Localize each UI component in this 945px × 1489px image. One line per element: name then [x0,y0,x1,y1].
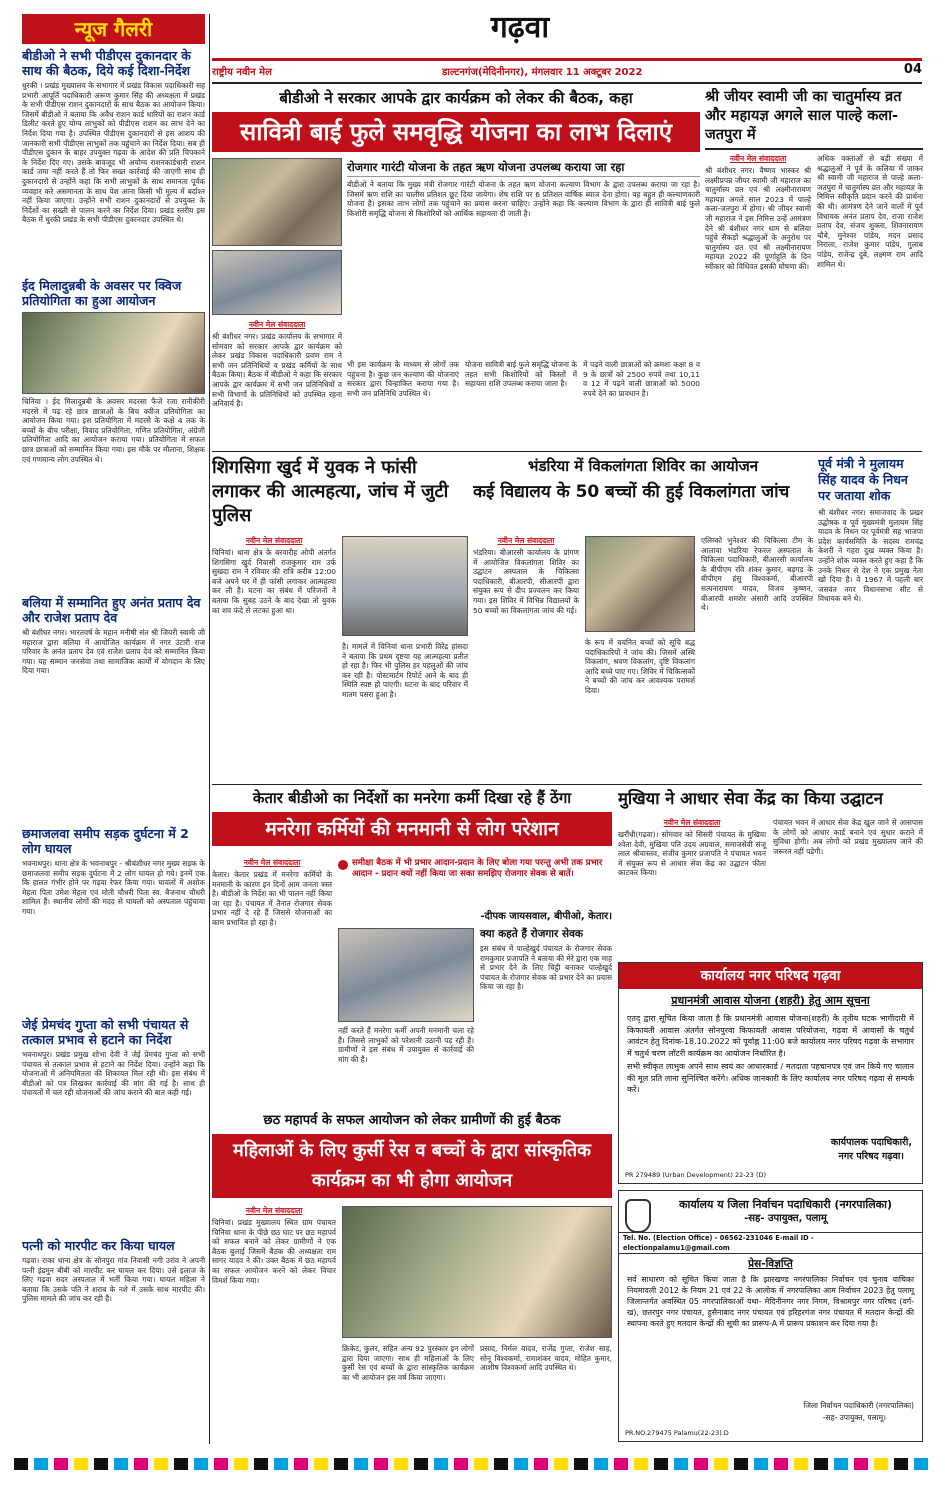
notice-1-body-2: सभी स्वीकृत लाभुक अपने साथ स्वयं का आधारकार्ड / मतदाता पहचानपत्र एवं जन किये गए चालान की मूल प्रति लाना सुनिश्चित करेंगे। अधिक जानकारी के लिए कार्यालय नगर परिषद गढ़वा से सम्पर्क करें। [627,1062,914,1094]
right-top-body-2: अधिक वक्ताओं से बड़ी संख्या में श्रद्धालुओं ने पूर्व के कलिया में जाकर श्री स्वामी जी महाराज से पाल्हे कला-जतपुरा में चातुर्मास्य व्रत और महायज्ञ के निमित्त स्वीकृति प्रदान करने की प्रार्थना की थी। आमंत्रण देने जाने वालों में पूर्व विधायक अनंत प्रताप देव, राजा राजेश प्रताप देव, संजय शुक्ला, शिवनारायण चौबे, मुनेश्वर पांडेय, मदन प्रसाद निराला, राजेश कुमार पांडेय, गुलाब पांडेय, राजेन्द्र दुबे, लक्ष्मण राम आदि शामिल थे। [817,154,923,269]
right-top-body-1: श्री बंशीधर नगर। वैष्णव भास्कर श्री लक्ष्मीप्रपन्न जीयर स्वामी जी महाराज का चातुर्मास्य व्रत एवं श्री लक्ष्मीनारायण महायज्ञ अगले साल 2023 में पाल्हे कला-जतपुरा में होगा। श्री जीयर स्वामी जी महाराज ने इस निमित्त उन्हें आमंत्रण देने श्री बंशीधर नगर धाम से बलिया पहुंचे सैकड़ों श्रद्धालुओं के अनुरोध पर चातुर्मास्य व्रत एवं श्री लक्ष्मीनारायण महायज्ञ 2022 की पूर्णाहुति के दिन स्वीकार को विधिवत इसकी घोषणा की। [705,166,811,271]
top-row-divider [212,451,922,452]
emblem-icon [625,1199,651,1233]
top-story-headline-box [212,112,700,152]
top-story-body-4: योजना सावित्री बाई फुले समृद्धि योजना के तहत सभी किशोरियों को किस्तों में सहायता राशि उपलब्ध कराया जाता है। [465,360,577,389]
obituary-story [818,456,923,781]
paper-name: राष्ट्रीय नवीन मेल [212,67,272,78]
notice-1-body: एतद् द्वारा सूचित किया जाता है कि प्रधानमंत्री आवास योजना(शहरी) के तृतीय घटक भागीदारी में किफायती आवास अंतर्गत सोनपुरवा किफायती आवास परियोजना, गढ़वा में आवासों के चतुर्थ आवंटन हेतु दिनांक-18.10.2022 को पूर्वाह्न 11:00 बजे कार्यालय नगर परिषद गढ़वा के सभागार में चतुर्थ चरण लॉटरी कार्यक्रम का आयोजन निर्धारित है। [627,1014,914,1058]
mgnrega-story [212,788,612,1108]
mgnrega-photo [338,928,474,1022]
chhath-byline: नवीन मेल संवाददाता [245,1206,303,1215]
mgnrega-body-2: नहीं करते हैं मनरेगा कर्मी अपनी मनमानी चला रहे हैं। जिससे लाभुकों को परेशानी उठानी पड़ रही है। ग्रामीणों ने इस संबंध में उपायुक्त से कार्रवाई की मांग की है। [338,1026,474,1064]
obituary-headline: पूर्व मंत्री ने मुलायम सिंह यादव के निधन पर जताया शोक [818,456,908,503]
page-number: 04 [903,62,922,77]
chhath-photo [342,1206,612,1338]
top-story-subhead: रोजगार गारंटी योजना के तहत ऋण योजना उपलब्ध कराया जा रहा [347,160,700,177]
left-story-1 [22,48,205,276]
left-story-3-body: श्री बंशीधर नगर। भारतवर्ष के महान मनीषी संत श्री जियरी स्वामी जी महाराज द्वारा बलिया में आयोजित कार्यक्रम में नगर उंटारी राज परिवार के अनंत प्रताप देव एवं राजेश प्रताप देव को सम्मानित किया गया। यह सम्मान जनसेवा तथा सामाजिक कार्यों में योगदान के लिए दिया गया। [22,628,205,676]
left-story-5 [22,1017,205,1227]
notice-1-subtitle: प्रधानमंत्री आवास योजना (शहरी) हेतु आम सूचना [671,994,870,1007]
left-story-3-headline: बलिया में सम्मानित हुए अनंत प्रताप देव और राजेश प्रताप देव [22,595,201,625]
right-top-story [705,88,923,448]
aadhaar-story [618,788,923,958]
left-story-2-headline: ईद मिलादुन्नबी के अवसर पर क्विज प्रतियोगिता का हुआ आयोजन [22,278,182,308]
right-top-byline: नवीन मेल संवाददाता [729,154,787,163]
obituary-body: श्री बंशीधर नगर। समाजवाद के प्रखर उद्घोषक व पूर्व मुख्यमंत्री मुलायम सिंह यादव के निधन पर पूर्वमंत्री सह भाजपा प्रदेश कार्यसमिति के सदस्य रामचंद्र केशरी ने गहरा दुख व्यक्त किया है। उन्होंने शोक व्यक्त करते हुए कहा है कि उनके निधन से देश ने एक प्रमुख नेता खो दिया है। वे 1967 में पहली बार जसवंत नगर विधानसभा सीट से विधायक बने थे। [818,508,923,604]
aadhaar-byline: नवीन मेल संवाददाता [663,818,721,827]
news-gallery-title: न्यूज गैलरी [74,17,153,41]
section-name: गढ़वा [490,10,550,45]
notice-1-sign-1: कार्यपालक पदाधिकारी, [830,1137,912,1148]
notice-2-body: सर्व साधारण को सूचित किया जाता है कि झारखण्ड नगरपालिका निर्वाचन एवं चुनाव याचिका नियमावली 2012 के नियम 21 एवं 22 के आलोक में नगरपालिका आम निर्वाचन 2023 हेतु पलामू जिलान्तर्गत अवस्थित 05 नगरपालिकाओं यथा- मेदिनीनगर नगर निगम, विश्रामपुर नगर परिषद (वर्ग-ख), छतरपुर नगर पंचायत, हुसैनाबाद नगर पंचायत एवं हरिहरगंज नगर पंचायत में मतदान केन्द्रों की स्थापना करते हुए मतदान केन्द्रों की सूची का प्रारूप-A में प्रारूप प्रकाशन कर दिया गया है। [627,1275,914,1328]
chhath-body-3: प्रसाद, निर्मल यादव, राजेंद्र गुप्ता, राजेश साह, सोनू विश्वकर्मा, रामाशंकर यादव, मोहित कुमार, आशीष विश्वकर्मा आदि उपस्थित थे। [480,1344,612,1373]
top-story-byline: नवीन मेल संवाददाता [248,320,306,329]
mgnrega-headline-box [212,812,612,846]
right-top-headline: श्री जीयर स्वामी जी का चातुर्मास्य व्रत और महायज्ञ अगले साल पाल्हे कला-जतपुरा में [705,88,923,150]
top-story-body-2: बीडीओ ने बताया कि मुख्य मंत्री रोजगार गारंटी योजना के तहत ऋण योजना कल्याण विभाग के द्वारा उपलब्ध कराया जा रहा है। जिसमें ऋण राशि का चालीस प्रतिशत छूट दिया जायेगा। शेष राशि पर 6 प्रतिशत वार्षिक ब्याज देना होगा। यह बहुत ही कल्याणकारी योजना है। इसका लाभ लोगों तक पहुंचाने का प्रयास करना चाहिए। उन्होंने कहा कि कल्याण विभाग के द्वारा ही सावित्री बाई फुले किशोरी समृद्धि योजना से किशोरियों को आर्थिक सहायता दी जाती है। [347,180,700,218]
masthead-bar [212,58,922,80]
disability-body-3: एलिम्को भुनेश्वर की चिकित्सा टीम के आलावा भंडरिया रेफरल अस्पताल के चिकित्सा पदाधिकारी, बीआरसी कार्यालय के बीपीएम रवि शंकर कुमार, बड़गड़ के बीपीएम हंसु विश्वकर्मा, बीआरपी सत्यनारायण यादव, विजय कृष्णन, बीआरपी शमशेर अंसारी आदि उपस्थित थे। [701,536,813,613]
suicide-headline: शिगसिगा खुर्द में युवक ने फांसी लगाकर की आत्महत्या, जांच में जुटी पुलिस [212,457,449,526]
notice-2-pr: PR.NO.279475 Palamu(22-23).D [625,1429,729,1437]
left-story-5-headline: जेई प्रेमचंद गुप्ता को सभी पंचायत से तत्काल प्रभाव से हटाने का निर्देश [22,1017,189,1047]
disability-body-1: भंडरिया। बीआरसी कार्यालय के प्रांगण में आयोजित विकलांगता शिविर का उद्घाटन अस्पताल के चिकित्सा पदाधिकारी, बीआरपी, सीआरपी द्वारा संयुक्त रूप से दीप प्रज्वलन कर किया गया। इस शिविर में विभिन्न विद्यालयों के 50 बच्चों का विकलांगता जांच की गई। [473,548,579,615]
disability-headline: कई विद्यालय के 50 बच्चों की हुई विकलांगता जांच [473,482,790,502]
left-story-4 [22,826,205,986]
left-story-4-headline: छमाजलवा समीप सड़क दुर्घटना में 2 लोग घायल [22,826,189,856]
left-story-1-headline: बीडीओ ने सभी पीडीएस दुकानदार के साथ की बैठक, दिये कई दिशा-निर्देश [22,48,191,78]
disability-story [473,456,813,781]
notice-1-sign-2: नगर परिषद गढ़वा। [838,1151,904,1162]
left-story-6 [22,1238,205,1438]
chhath-body-1: चिनियां। प्रखंड मुख्यालय स्थित ग्राम पंचायत चिनिया थाना के पीछे छठ घाट पर छठ महापर्व को सफल बनाने को लेकर ग्रामीणों ने एक बैठक बुलाई जिसमें बैठक की अध्यक्षता राम सागर यादव ने की। उक्त बैठक में छठ महापर्व का सफल आयोजन करने को लेकर विचार विमर्श किया गया। [212,1218,336,1285]
top-story-photo [212,158,342,246]
notice-1-pr: PR 279489 (Urban Development) 22-23 (D) [625,1171,767,1179]
aadhaar-body-1: खरौंधी(गढ़वा)। सोमवार को सिसरी पंचायत के मुखिया श्वेता देवी, मुखिया पति उदय अग्रवाल, समाजसेवी संजू लाल श्रीवास्तव, संजीव कुमार प्रजापति ने पंचायत भवन में संयुक्त रूप से आधार सेवा केंद्र का उद्घाटन फीता काटकर किया। [618,830,766,878]
left-story-1-body: धुरकी । प्रखंड मुख्यालय के सभागार में प्रखंड विकास पदाधिकारी सह प्रभारी आपूर्ति पदाधिकारी अरूण कुमार सिंह की अध्यक्षता में प्रखंड के सभी पीडीएस राशन दुकानदारों के साथ बैठक का आयोजन किया। जिसमें बीडीओ ने बताया कि अवैध राशन कार्ड धारियों का राशन कार्ड डिलीट करते हुए योग्य लाभुकों को पीडीएस राशन का लाभ देने का निर्देश दिया गया है। उपस्थित पीडीएस दुकानदारों से इस आशय की जानकारी सभी पीडीएस लाभुकों तक पहुंचाने का निर्देश दिया। सब ही पीडीएस दुकान के बाहर उपयुक्त गढ़वा के आदेश की प्रति चिपकाने के निर्देश दिए गए। उसके बावजूद भी अयोग्य राशनकार्डधारी राशन कार्ड जमा नहीं करते हैं तो फिर सख्त कार्रवाई की जाएगी साथ ही दुकानदारों से उन्होंने कहा कि सभी लाभुकों के साथ समानता पूर्वक व्यवहार करे असमानता के साथ पेश आना किसी भी मूल्य में बर्दाश्त नहीं किया जाएगा। उन्होंने सभी राशन दुकानदारों से उपयुक्त के निर्देशों का सख्ती से पालन करने का निर्देश दिया। प्रखंड स्तरीय इस बैठक में धुरकी प्रखंड के सभी पीडीएस दुकानदार उपस्थित थे। [22,81,205,225]
top-story-photo-2 [212,250,342,315]
mgnrega-kicker: केतार बीडीओ का निर्देशों का मनरेगा कर्मी दिखा रहे हैं ठेंगा [252,789,572,807]
chhath-story [212,1112,612,1442]
chhath-headline: महिलाओं के लिए कुर्सी रेस व बच्चों के द्वारा सांस्कृतिक कार्यक्रम का भी होगा आयोजन [233,1140,591,1191]
top-story-kicker: बीडीओ ने सरकार आपके द्वार कार्यक्रम को लेकर की बैठक, कहा [279,89,633,107]
suicide-body-1: चिनियां। थाना क्षेत्र के बरवारीह ओपी अंतर्गत शिगसिगा खुर्द निवासी राजकुमार राम उर्फ सुखदा राम ने रविवार की रात्रि करीब 12:00 बजे अपने घर में ही फांसी लगाकर आत्महत्या कर ली है। घटना का संबंध में परिजनों ने बताया कि सुबह उठने के बाद देखा तो युवक का शव फंदे से लटका हुआ था। [212,548,336,615]
suicide-story [212,456,468,781]
top-story-body-1: श्री बंशीधर नगर। प्रखंड कार्यालय के सभागार में सोमवार को सरकार आपके द्वार कार्यक्रम को लेकर प्रखंड विकास पदाधिकारी प्रवण राम ने सभी जन प्रतिनिधियों व प्रखंड कर्मियों के साथ बैठक किया। बैठक में बीडीओ ने कहा कि सरकार आपके द्वार कार्यक्रम में सभी जन प्रतिनिधियों व सभी विभागों के प्रतिनिधियों को उपस्थित रहना अनिवार्य है। [212,332,342,409]
mid-row-divider [212,784,922,785]
left-story-4-body: भवनाथपुर। थाना क्षेत्र के भवनाथपुर - श्रीबंशीधर नगर मुख्य सड़क के छमाजलवा समीप सड़क दुर्घटना में 2 लोग घायल हो गये। इनमें एक कि हालत गंभीर होने पर गढ़वा रेफर किया गया। घायलों में अशोक मेहता पिता उमेश मेहता एवं मोती चौधरी पिता स्व. बैजनाथ चौधरी शामिल हैं। स्थानीय लोगों की मदद से घायलों को अस्पताल पहुंचाया गया। [22,859,205,916]
dateline: डाल्टनगंज(मेदिनीनगर), मंगलवार 11 अक्टूबर 2022 [442,67,643,78]
top-story-headline: सावित्री बाई फुले समवृद्धि योजना का लाभ दिलाएं [240,118,672,146]
notice-election [618,1190,923,1442]
top-story-body-3: भी इस कार्यक्रम के माध्यम से लोगों तक पहुंचना है। कुछ जन कल्याण की योजनाएं सरकार द्वारा चिन्हाकित कराया गया है। सभी जन प्रतिनिधि उपस्थित थे। [347,360,459,398]
section-title [215,6,825,50]
disability-photo [585,536,695,632]
disability-byline: नवीन मेल संवाददाता [497,536,555,545]
notice-nagar-parishad [618,962,923,1184]
mgnrega-side-body: इस संबंध में पाल्हेखुर्द पंचायत के रोजगार सेवक रामकुमार प्रजापति ने बताया की मेरे द्वारा एक माह से प्रभार देने के लिए चिट्ठी बनाकर पाल्हेखुर्द पंचायत के रोजगार सेवक को प्रभार देने का प्रयास किया जा रहा है। [480,944,612,992]
suicide-body-2: है। मामले में चिनियां थाना प्रभारी विरेंद्र हांसदा ने बताया कि प्रथम दृष्टया यह आत्महत्या प्रतीत हो रहा है। फिर भी पुलिस हर पहलुओं की जांच कर रही है। पोस्टमार्टम रिपोर्ट आने के बाद ही स्थिति स्पष्ट हो पाएगी। घटना के बाद परिवार में मातम पसरा हुआ है। [342,642,468,699]
color-registration-bar [14,1458,931,1470]
left-story-2 [22,278,205,540]
aadhaar-body-2: पंचायत भवन में आधार सेवा केंद्र खुल जाने से आसपास के लोगों को आधार कार्ड बनाने एवं सुधार कराने में सुविधा होगी। अब लोगों को प्रखंड मुख्यालय जाने की जरूरत नहीं पड़ेगी। [773,818,923,856]
mgnrega-quote-box [338,858,612,924]
mgnrega-side-head: क्या कहते हैं रोजगार सेवक [480,928,583,940]
mgnrega-headline: मनरेगा कर्मियों की मनमानी से लोग परेशान [265,818,559,840]
mgnrega-body-1: केतार। केतार प्रखंड में मनरेगा कर्मियों के मनमानी के कारण इन दिनों आम जनता त्रस्त है। बीडीओ के निर्देश का भी पालन नहीं किया जा रहा है। पंचायत में तैनात रोजगार सेवक प्रभार नहीं दे रहे हैं जिससे योजनाओं का काम प्रभावित हो रहा है। [212,870,332,927]
notice-2-sign-1: जिला निर्वाचन पदाधिकारी (नगरपालिका) [803,1401,914,1410]
top-story [212,88,700,448]
quote-marker-icon [338,860,348,870]
suicide-byline: नवीन मेल संवाददाता [245,536,303,545]
top-story-body-5: में पढ़ने वाली छात्राओं को क्रमशः कक्षा 8 व 9 के छात्रों को 2500 रुपये तथा 10,11 व 12 में पढ़ने वाली छात्राओं को 5000 रुपये देने का प्रावधान है। [583,360,700,398]
suicide-photo [342,536,468,636]
news-gallery-banner [22,14,205,44]
masthead-divider [212,82,922,84]
left-column-divider [209,14,210,1444]
mgnrega-byline: नवीन मेल संवाददाता [243,858,301,867]
chhath-body-2: क्रिकेट, कुलर, सहित अन्य 92 पुरस्कार इन लोगों द्वारा दिया जाएगा। साथ ही महिलाओं के लिए कुर्सी रेस एवं बच्चों के द्वारा सांस्कृतिक कार्यक्रम का भी आयोजन इस वर्ष किया जाएगा। [342,1344,474,1382]
left-story-3 [22,595,205,803]
mgnrega-quote-by: -दीपक जायसवाल, बीपीओ, केतार। [480,911,612,922]
mgnrega-quote: समीक्षा बैठक में भी प्रभार आदान-प्रदान के लिए बोला गया परन्तु अभी तक प्रभार आदान - प्रदान क्यों नहीं किया जा सका समझिए रोजगार सेवक से बातें। [352,858,603,879]
notice-2-subtitle: -सह- उपायुक्त, पलामू [744,1213,827,1224]
chhath-headline-box [212,1134,612,1198]
left-story-5-body: भवनाथपुर। प्रखंड प्रमुख शोभा देवी ने जेई प्रेमचंद गुप्ता को सभी पंचायत से तत्काल प्रभाव से हटाने का निर्देश दिया। उन्होंने कहा कि योजनाओं में अनियमितता की शिकायत मिल रही थी। इस संबंध में बीडीओ को पत्र लिखकर कार्रवाई की मांग की गई है। साथ ही पंचायतों में चल रही योजनाओं की जांच कराने की बात कही गई। [22,1050,205,1098]
notice-2-sign-2: -सह- उपायुक्त, पलामू। [822,1413,886,1422]
left-story-2-body: चिनिया । ईद मिलादुन्नबी के अवसर मदरसा फैजे रजा रानीकीरी मदरसे में पढ़ रहे छात्र छात्राओं के बिच क्वीज प्रतियोगिता का आयोजन किया गया। इस प्रतियोगिता में मदरसे के कक्षे 4 तक के बच्चों के बीच परीक्षा, विवाद प्रतियोगिता, गणित प्रतियोगिता, अंग्रेजी प्रतियोगिता आदि का आयोजन कराया गया। प्रतियोगिता में सफल छात्र छात्राओं को सम्मानित किया गया। इस मौके पर मौलाना, शिक्षक एवं गणमान्य लोग उपस्थित थे। [22,397,205,464]
notice-1-title: कार्यालय नगर परिषद गढ़वा [700,968,841,984]
aadhaar-headline: मुखिया ने आधार सेवा केंद्र का किया उद्घाटन [618,789,883,808]
quiz-photo [22,312,205,394]
chhath-kicker: छठ महापर्व के सफल आयोजन को लेकर ग्रामीणों की हुई बैठक [263,1113,561,1128]
notice-2-title: कार्यालय य जिला निर्वाचन पदाधिकारी (नगरपालिका) [679,1198,892,1211]
notice-1-title-bar [619,963,922,989]
disability-body-2: के रूप में चयनित बच्चों को सूचि बद्ध पदाधिकारियों ने जांच की। जिसमें अस्थि विकलांग, श्रवण विकलांग, दृष्टि विकलांग आदि बच्चे पाए गए। शिविर में चिकित्सकों ने बच्चों की जांच कर आवश्यक परामर्श दिया। [585,638,695,695]
disability-kicker: भंडरिया में विकलांगता शिविर का आयोजन [527,457,759,475]
notice-2-press-label: प्रेस-विज्ञप्ति [748,1258,793,1270]
left-story-6-headline: पत्नी को मारपीट कर किया घायल [22,1238,175,1253]
left-story-6-body: गढ़वा। राका थाना क्षेत्र के सोनपुरा गांव निवासी नगी उरांव ने अपनी पत्नी इंद्रमुन बीबी को मारपीट कर घायल कर दिया। उसे इलाज के लिए गढ़वा सदर अस्पताल में भर्ती किया गया। घायल महिला ने बताया कि उसके पति ने शराब के नशे में उसके साथ मारपीट की। पुलिस मामले की जांच कर रही है। [22,1256,205,1304]
notice-2-contact: Tel. No. (Election Office) - 06562-231046 E-mail ID -electionpalamu1@gmail.com [619,1232,922,1254]
